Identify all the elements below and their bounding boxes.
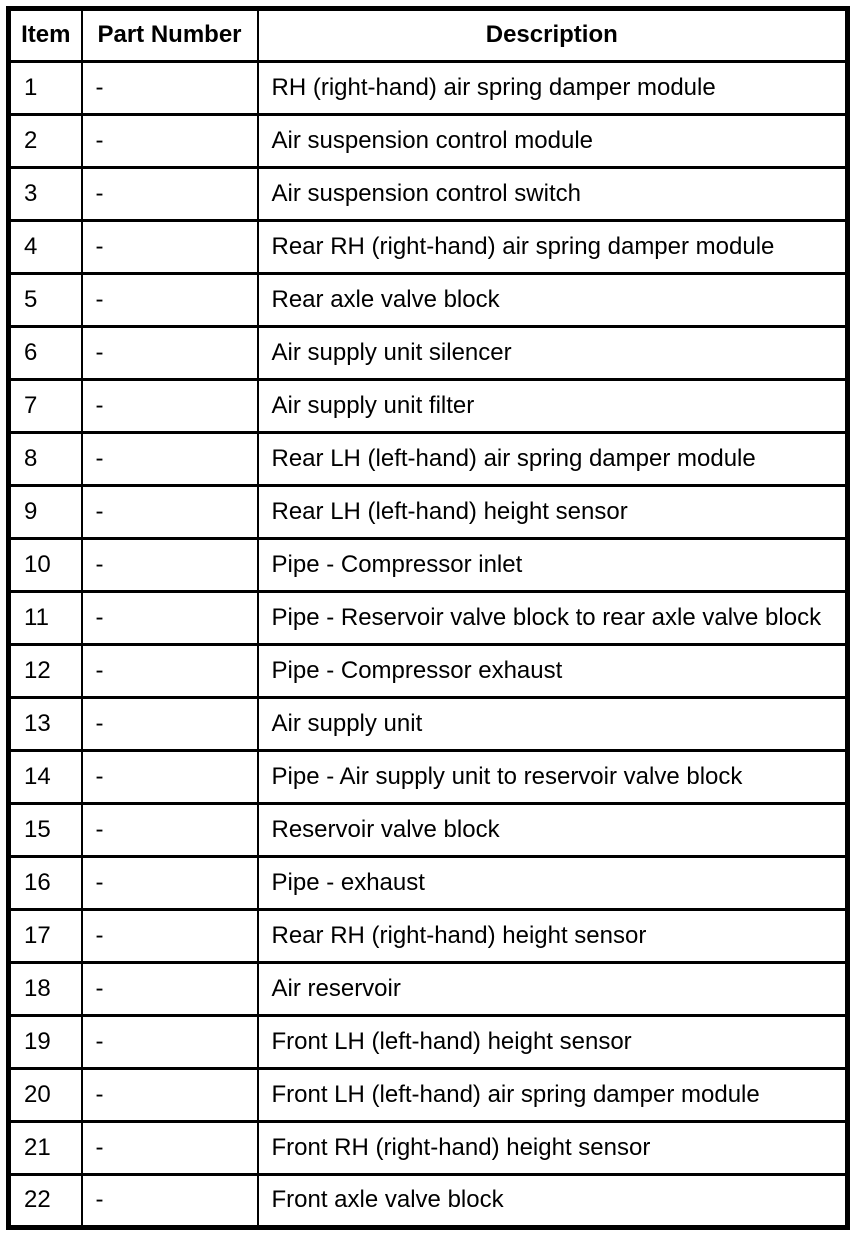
item-cell: 15 (9, 804, 82, 857)
item-cell: 22 (9, 1175, 82, 1228)
description-cell: Rear LH (left-hand) air spring damper module (258, 433, 848, 486)
part-number-cell: - (82, 592, 258, 645)
item-cell: 19 (9, 1016, 82, 1069)
table-row (9, 751, 848, 804)
part-number-cell: - (82, 910, 258, 963)
description-cell: Pipe - Air supply unit to reservoir valve block (258, 751, 848, 804)
description-cell: Rear RH (right-hand) air spring damper module (258, 221, 848, 274)
item-cell: 1 (9, 62, 82, 115)
table-row (9, 168, 848, 221)
description-cell: Air supply unit (258, 698, 848, 751)
column-header-description: Description (258, 9, 848, 62)
item-cell: 14 (9, 751, 82, 804)
table-row (9, 1175, 848, 1228)
table-row (9, 221, 848, 274)
table-row (9, 963, 848, 1016)
table-row (9, 62, 848, 115)
part-number-cell: - (82, 327, 258, 380)
table-row (9, 1122, 848, 1175)
table-row (9, 592, 848, 645)
table-row (9, 645, 848, 698)
table-row (9, 433, 848, 486)
item-cell: 9 (9, 486, 82, 539)
description-cell: Front RH (right-hand) height sensor (258, 1122, 848, 1175)
table-row (9, 539, 848, 592)
description-cell: Air reservoir (258, 963, 848, 1016)
table-row (9, 380, 848, 433)
part-number-cell: - (82, 963, 258, 1016)
item-cell: 3 (9, 168, 82, 221)
item-cell: 18 (9, 963, 82, 1016)
item-cell: 2 (9, 115, 82, 168)
part-number-cell: - (82, 645, 258, 698)
part-number-cell: - (82, 804, 258, 857)
parts-table (6, 6, 850, 1230)
part-number-cell: - (82, 274, 258, 327)
description-cell: RH (right-hand) air spring damper module (258, 62, 848, 115)
part-number-cell: - (82, 1069, 258, 1122)
part-number-cell: - (82, 1122, 258, 1175)
item-cell: 13 (9, 698, 82, 751)
description-cell: Front LH (left-hand) height sensor (258, 1016, 848, 1069)
description-cell: Front LH (left-hand) air spring damper module (258, 1069, 848, 1122)
item-cell: 8 (9, 433, 82, 486)
table-row (9, 486, 848, 539)
part-number-cell: - (82, 751, 258, 804)
column-header-item: Item (9, 9, 82, 62)
description-cell: Pipe - Reservoir valve block to rear axle valve block (258, 592, 848, 645)
item-cell: 5 (9, 274, 82, 327)
item-cell: 12 (9, 645, 82, 698)
part-number-cell: - (82, 221, 258, 274)
table-row (9, 327, 848, 380)
item-cell: 11 (9, 592, 82, 645)
table-row (9, 804, 848, 857)
description-cell: Rear LH (left-hand) height sensor (258, 486, 848, 539)
table-body (9, 62, 848, 1228)
part-number-cell: - (82, 857, 258, 910)
part-number-cell: - (82, 1175, 258, 1228)
description-cell: Pipe - exhaust (258, 857, 848, 910)
part-number-cell: - (82, 698, 258, 751)
description-cell: Pipe - Compressor inlet (258, 539, 848, 592)
description-cell: Front axle valve block (258, 1175, 848, 1228)
item-cell: 4 (9, 221, 82, 274)
part-number-cell: - (82, 1016, 258, 1069)
table-row (9, 1069, 848, 1122)
description-cell: Reservoir valve block (258, 804, 848, 857)
item-cell: 21 (9, 1122, 82, 1175)
table-header (9, 9, 848, 62)
table-row (9, 698, 848, 751)
item-cell: 6 (9, 327, 82, 380)
table-row (9, 910, 848, 963)
description-cell: Pipe - Compressor exhaust (258, 645, 848, 698)
item-cell: 16 (9, 857, 82, 910)
description-cell: Air suspension control module (258, 115, 848, 168)
part-number-cell: - (82, 62, 258, 115)
table-row (9, 274, 848, 327)
table-row (9, 1016, 848, 1069)
table-row (9, 857, 848, 910)
header-row (9, 9, 848, 62)
description-cell: Air supply unit filter (258, 380, 848, 433)
description-cell: Rear RH (right-hand) height sensor (258, 910, 848, 963)
description-cell: Rear axle valve block (258, 274, 848, 327)
description-cell: Air suspension control switch (258, 168, 848, 221)
part-number-cell: - (82, 486, 258, 539)
part-number-cell: - (82, 433, 258, 486)
part-number-cell: - (82, 168, 258, 221)
part-number-cell: - (82, 115, 258, 168)
description-cell: Air supply unit silencer (258, 327, 848, 380)
item-cell: 10 (9, 539, 82, 592)
item-cell: 17 (9, 910, 82, 963)
part-number-cell: - (82, 380, 258, 433)
item-cell: 7 (9, 380, 82, 433)
part-number-cell: - (82, 539, 258, 592)
table-row (9, 115, 848, 168)
column-header-part-number: Part Number (82, 9, 258, 62)
item-cell: 20 (9, 1069, 82, 1122)
